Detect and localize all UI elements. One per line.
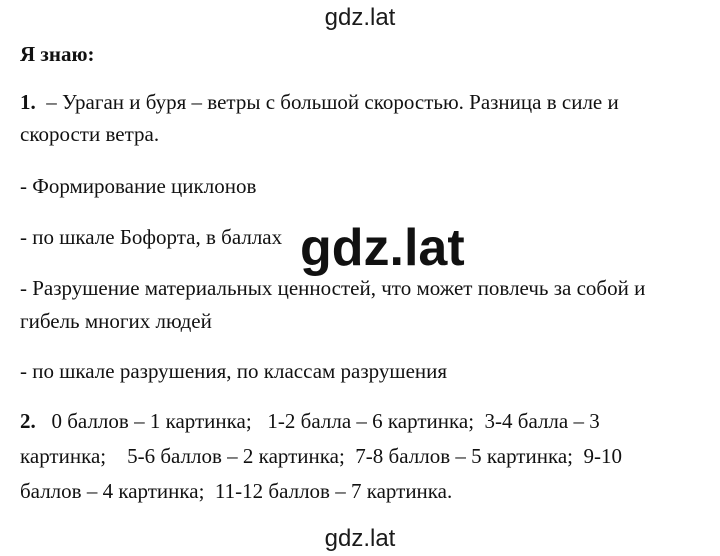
item1-paragraph-beaufort: - по шкале Бофорта, в баллах — [20, 225, 283, 249]
item1-paragraph-scale: - по шкале разрушения, по классам разрушения — [20, 359, 448, 383]
item2-number: 2. — [20, 409, 36, 433]
item2-line1 — [20, 409, 600, 434]
watermark-center: gdz.lat — [300, 219, 465, 277]
item1-number: 1. — [20, 90, 36, 114]
item1-text-line1: – Ураган и буря – ветры с большой скоростью. Разница в силе и — [35, 90, 619, 114]
watermark-top: gdz.lat — [324, 4, 396, 31]
item2-line3: баллов – 4 картинка; 11-12 баллов – 7 картинка. — [20, 479, 453, 503]
watermark-bottom: gdz.lat — [324, 525, 396, 552]
item1-paragraph-cyclones: - Формирование циклонов — [20, 174, 257, 198]
section-heading: Я знаю: — [20, 42, 95, 66]
item1-line2: скорости ветра. — [20, 122, 160, 146]
item1-paragraph-destruction-line2: гибель многих людей — [20, 309, 212, 333]
item1-paragraph-destruction-line1: - Разрушение материальных ценностей, что может повлечь за собой и — [20, 276, 646, 300]
item2-line2: картинка; 5-6 баллов – 2 картинка; 7-8 баллов – 5 картинка; 9-10 — [20, 444, 622, 468]
item1-line1 — [20, 90, 619, 115]
item2-text-line1: 0 баллов – 1 картинка; 1-2 балла – 6 картинка; 3-4 балла – 3 — [35, 409, 600, 433]
